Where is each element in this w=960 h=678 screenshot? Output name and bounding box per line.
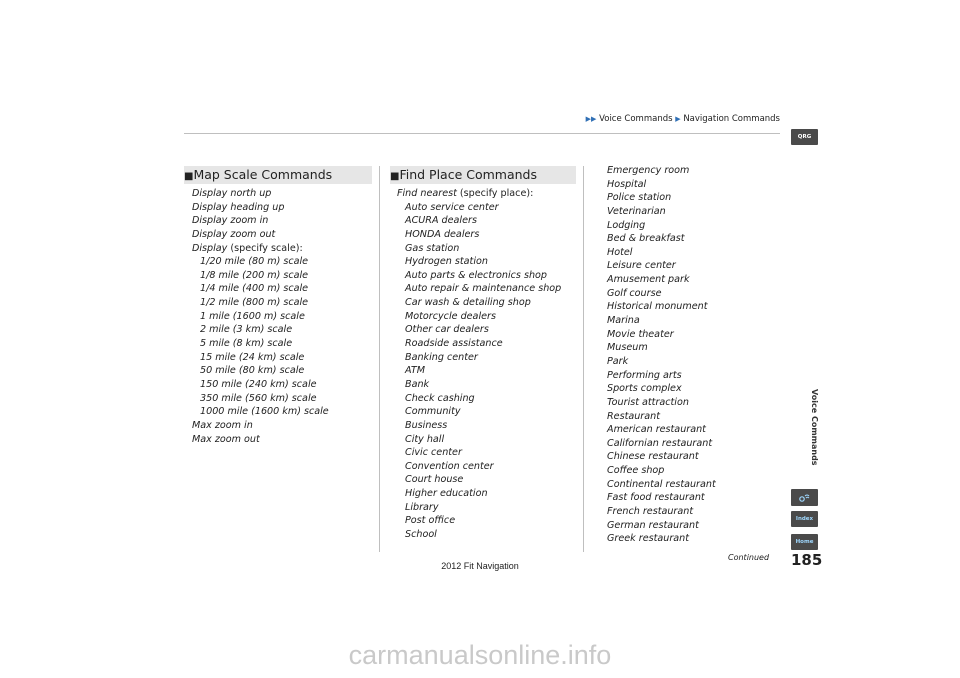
list-item: Coffee shop	[607, 465, 665, 477]
list-item: Gas station	[405, 242, 460, 254]
column-divider	[583, 166, 584, 552]
breadcrumb-voice-commands[interactable]: Voice Commands	[599, 114, 673, 124]
list-item: Chinese restaurant	[607, 451, 699, 463]
list-item: Hospital	[607, 178, 647, 190]
list-item: Veterinarian	[607, 205, 666, 217]
list-item: German restaurant	[607, 519, 699, 531]
list-item: Continental restaurant	[607, 478, 716, 490]
list-item: Hotel	[607, 246, 633, 258]
list-item: American restaurant	[607, 424, 706, 436]
header-divider	[184, 133, 780, 134]
breadcrumb-arrow-icon: ▶▶	[585, 115, 597, 123]
list-item: Fast food restaurant	[607, 492, 705, 504]
breadcrumb-arrow-icon: ▶	[675, 115, 681, 123]
list-item: School	[405, 529, 437, 541]
list-item: Max zoom out	[192, 433, 260, 445]
list-item: Bank	[405, 378, 430, 390]
breadcrumb	[560, 114, 780, 128]
list-item: 50 mile (80 km) scale	[200, 365, 305, 377]
list-item: Movie theater	[607, 328, 674, 340]
list-item: 1/4 mile (400 m) scale	[200, 283, 309, 295]
list-item: 350 mile (560 km) scale	[200, 392, 317, 404]
list-item: 150 mile (240 km) scale	[200, 378, 317, 390]
list-item: Performing arts	[607, 369, 682, 381]
list-item: Tourist attraction	[607, 396, 689, 408]
list-item: 1/8 mile (200 m) scale	[200, 269, 309, 281]
section-heading-map-scale: ■Map Scale Commands	[184, 166, 372, 184]
list-item: Amusement park	[607, 274, 690, 286]
page-number: 185	[791, 551, 823, 569]
square-bullet-icon: ■	[184, 171, 194, 182]
list-item: Court house	[405, 474, 464, 486]
list-item: ATM	[405, 365, 426, 377]
voice-command-tab[interactable]	[791, 489, 818, 506]
list-item: 1000 mile (1600 km) scale	[200, 406, 329, 418]
list-item: French restaurant	[607, 506, 694, 518]
list-item: HONDA dealers	[405, 228, 480, 240]
document-title: 2012 Fit Navigation	[441, 561, 519, 571]
list-item: Bed & breakfast	[607, 233, 685, 245]
home-tab[interactable]: Home	[791, 534, 818, 550]
watermark: carmanualsonline.info	[348, 640, 612, 670]
list-item: Emergency room	[607, 165, 690, 176]
list-item: Other car dealers	[405, 324, 489, 336]
list-item: Leisure center	[607, 260, 676, 272]
list-item: Display zoom out	[192, 228, 276, 240]
list-item: Convention center	[405, 460, 494, 472]
list-item: Civic center	[405, 447, 462, 459]
list-item: Auto service center	[405, 201, 499, 213]
list-item: Display zoom in	[192, 215, 269, 227]
list-item: Display north up	[192, 188, 272, 199]
column-divider	[379, 166, 380, 552]
list-item: Higher education	[405, 488, 488, 500]
list-item: Restaurant	[607, 410, 660, 422]
list-item: 1/20 mile (80 m) scale	[200, 256, 309, 268]
list-item: Golf course	[607, 287, 662, 299]
list-item: Find nearest (specify place):	[397, 188, 534, 199]
list-item: Auto parts & electronics shop	[405, 269, 548, 281]
list-item: Sports complex	[607, 383, 682, 395]
list-item: ACURA dealers	[405, 215, 477, 227]
list-item: Police station	[607, 192, 672, 204]
list-item: Check cashing	[405, 392, 475, 404]
list-item: Historical monument	[607, 301, 708, 313]
list-item: Lodging	[607, 219, 646, 231]
square-bullet-icon: ■	[390, 171, 400, 182]
list-item: 15 mile (24 km) scale	[200, 351, 305, 363]
find-place-command-list-continued	[607, 164, 716, 546]
list-item: Max zoom in	[192, 419, 253, 431]
continued-label: Continued	[728, 553, 770, 562]
section-heading-find-place: ■Find Place Commands	[390, 166, 576, 184]
list-item: Hydrogen station	[405, 256, 488, 268]
chapter-label: Voice Commands	[810, 389, 819, 466]
list-item: Californian restaurant	[607, 437, 713, 449]
list-item: Community	[405, 406, 461, 418]
index-tab[interactable]: Index	[791, 511, 818, 527]
list-item: 1/2 mile (800 m) scale	[200, 297, 309, 309]
list-item: Library	[405, 501, 439, 513]
map-scale-command-list	[192, 187, 329, 446]
list-item: Marina	[607, 315, 640, 327]
voice-command-icon	[798, 492, 812, 504]
list-item: Post office	[405, 515, 456, 527]
find-place-command-list	[397, 187, 561, 542]
qrg-tab[interactable]: QRG	[791, 129, 818, 145]
list-item: Motorcycle dealers	[405, 310, 496, 322]
list-item: Business	[405, 419, 448, 431]
breadcrumb-navigation-commands[interactable]: Navigation Commands	[683, 114, 780, 124]
list-item: Auto repair & maintenance shop	[405, 283, 562, 295]
list-item: Banking center	[405, 351, 478, 363]
list-item: 5 mile (8 km) scale	[200, 338, 293, 350]
list-item: Display heading up	[192, 201, 285, 213]
list-item: 1 mile (1600 m) scale	[200, 310, 305, 322]
list-item: Display (specify scale):	[192, 242, 303, 254]
list-item: Museum	[607, 342, 648, 354]
list-item: 2 mile (3 km) scale	[200, 324, 293, 336]
list-item: Park	[607, 355, 629, 367]
list-item: City hall	[405, 433, 445, 445]
list-item: Greek restaurant	[607, 533, 690, 545]
list-item: Car wash & detailing shop	[405, 297, 531, 309]
list-item: Roadside assistance	[405, 338, 503, 350]
